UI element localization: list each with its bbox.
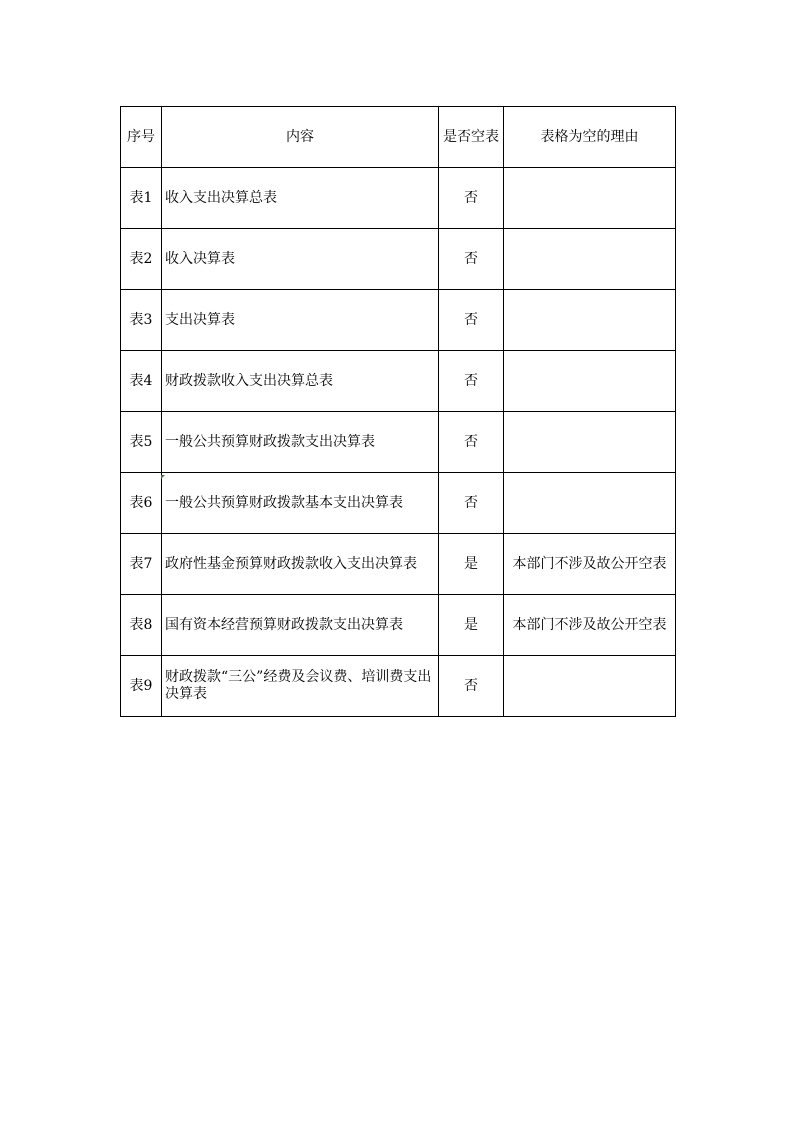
row-content: 收入决算表 xyxy=(162,229,439,290)
row-is-empty: 否 xyxy=(439,473,504,534)
row-reason xyxy=(504,412,676,473)
row-no: 表9 xyxy=(121,656,162,717)
table-row xyxy=(121,229,676,290)
table-list xyxy=(120,106,676,717)
row-is-empty: 否 xyxy=(439,229,504,290)
table-row xyxy=(121,656,676,717)
table-row xyxy=(121,534,676,595)
row-content: 收入支出决算总表 xyxy=(162,168,439,229)
row-no: 表2 xyxy=(121,229,162,290)
header-row xyxy=(121,107,676,168)
row-is-empty: 否 xyxy=(439,656,504,717)
table-row xyxy=(121,168,676,229)
row-is-empty: 是 xyxy=(439,534,504,595)
row-is-empty: 否 xyxy=(439,412,504,473)
row-no: 表4 xyxy=(121,351,162,412)
row-reason: 本部门不涉及故公开空表 xyxy=(504,534,676,595)
header-no: 序号 xyxy=(121,107,162,168)
row-no: 表6 xyxy=(121,473,162,534)
row-content: 一般公共预算财政拨款基本支出决算表 xyxy=(162,473,439,534)
cell-comment-marker-icon xyxy=(161,475,165,479)
row-reason xyxy=(504,473,676,534)
row-content: 财政拨款收入支出决算总表 xyxy=(162,351,439,412)
row-reason xyxy=(504,290,676,351)
row-no: 表7 xyxy=(121,534,162,595)
row-is-empty: 是 xyxy=(439,595,504,656)
header-content: 内容 xyxy=(162,107,439,168)
row-is-empty: 否 xyxy=(439,351,504,412)
row-content: 一般公共预算财政拨款支出决算表 xyxy=(162,412,439,473)
row-reason: 本部门不涉及故公开空表 xyxy=(504,595,676,656)
row-content: 政府性基金预算财政拨款收入支出决算表 xyxy=(162,534,439,595)
row-no: 表1 xyxy=(121,168,162,229)
table-row xyxy=(121,412,676,473)
row-reason xyxy=(504,229,676,290)
row-no: 表3 xyxy=(121,290,162,351)
header-reason: 表格为空的理由 xyxy=(504,107,676,168)
header-is-empty: 是否空表 xyxy=(439,107,504,168)
table-row xyxy=(121,473,676,534)
row-reason xyxy=(504,168,676,229)
row-content: 财政拨款“三公”经费及会议费、培训费支出决算表 xyxy=(162,656,439,717)
row-no: 表8 xyxy=(121,595,162,656)
table-list-sheet xyxy=(120,106,675,717)
row-reason xyxy=(504,656,676,717)
table-row xyxy=(121,595,676,656)
row-is-empty: 否 xyxy=(439,168,504,229)
row-content: 国有资本经营预算财政拨款支出决算表 xyxy=(162,595,439,656)
row-no: 表5 xyxy=(121,412,162,473)
table-row xyxy=(121,351,676,412)
row-is-empty: 否 xyxy=(439,290,504,351)
row-reason xyxy=(504,351,676,412)
table-row xyxy=(121,290,676,351)
row-content: 支出决算表 xyxy=(162,290,439,351)
